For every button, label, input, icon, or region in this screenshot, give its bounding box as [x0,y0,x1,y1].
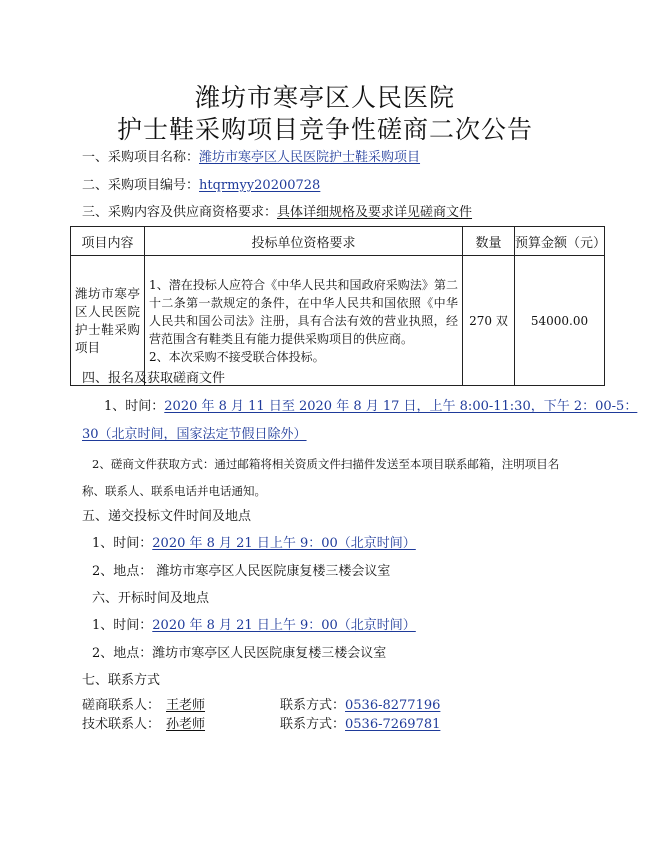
submission-time-value: 2020 年 8 月 21 日上午 9：00（北京时间） [152,536,416,551]
opening-time [92,617,416,635]
submission-time [92,535,416,553]
opening-time-label: 1、时间： [92,618,153,633]
registration-time-value-a: 2020 年 8 月 11 日至 2020 年 8 月 17 日，上午 8:00-11:30，下午 2：00-5： [164,399,638,414]
table-row [71,256,605,386]
contact-phone-label: 联系方式： [280,698,346,713]
registration-time-cont [82,426,307,444]
contact-name: 孙老师 [166,717,206,732]
requirements-value: 具体详细规格及要求详见磋商文件 [277,205,473,220]
cell-requirements [145,256,463,386]
submission-place: 2、地点： 潍坊市寒亭区人民医院康复楼三楼会议室 [92,564,391,579]
cell-item: 潍坊市寒亭区人民医院护士鞋采购项目 [71,256,145,386]
cell-budget: 54000.00 [515,256,605,386]
contact-label: 磋商联系人： [82,698,161,713]
section5-heading: 五、递交投标文件时间及地点 [82,509,252,524]
section-project-name [82,149,420,167]
contact-row [82,716,224,734]
registration-time [104,398,637,416]
spec-table [70,226,605,386]
table-header-row [71,227,605,256]
contact-row [82,697,224,715]
header-budget: 预算金额（元） [515,227,605,256]
project-number-value: htqrmyy20200728 [199,178,321,193]
header-item: 项目内容 [71,227,145,256]
project-name-value: 潍坊市寒亭区人民医院护士鞋采购项目 [199,150,421,165]
header-requirements: 投标单位资格要求 [145,227,463,256]
registration-time-label: 1、时间： [104,399,165,414]
registration-time-value-b: 30（北京时间，国家法定节假日除外） [82,427,307,442]
opening-time-value: 2020 年 8 月 21 日上午 9：00（北京时间） [152,618,416,633]
section7-heading: 七、联系方式 [82,673,161,688]
header-quantity: 数量 [463,227,515,256]
title-line-1: 潍坊市寒亭区人民医院 [194,83,455,112]
contact-name: 王老师 [166,698,206,713]
submission-time-label: 1、时间： [92,536,153,551]
document-method-a: 2、磋商文件获取方式：通过邮箱将相关资质文件扫描件发送至本项目联系邮箱，注明项目名 [92,457,560,471]
requirement-1: 1、潜在投标人应符合《中华人民共和国政府采购法》第二十二条第一款规定的条件，在中华人民共和国依照《中华人民共和国公司法》注册，具有合法有效的营业执照，经营范围含有鞋类且有能力提供采购项目的供应商。 [149,277,458,346]
requirement-2: 2、本次采购不接受联合体投标。 [149,349,325,364]
requirements-label: 三、采购内容及供应商资格要求： [82,205,278,220]
opening-place: 2、地点：潍坊市寒亭区人民医院康复楼三楼会议室 [92,646,387,661]
contact-phone-row [280,697,440,715]
contact-phone: 0536-7269781 [345,717,441,732]
section-project-number [82,177,320,195]
contact-label: 技术联系人： [82,717,161,732]
section4-heading: 四、报名及获取磋商文件 [82,371,226,386]
contact-phone-row [280,716,440,734]
contact-phone: 0536-8277196 [345,698,441,713]
project-name-label: 一、采购项目名称： [82,150,200,165]
contact-phone-label: 联系方式： [280,717,346,732]
section6-heading: 六、开标时间及地点 [92,591,210,606]
project-number-label: 二、采购项目编号： [82,178,200,193]
cell-quantity: 270 双 [463,256,515,386]
title-line-2: 护士鞋采购项目竞争性磋商二次公告 [116,115,533,144]
document-method-b: 称、联系人、联系电话并电话通知。 [82,484,266,498]
section-requirements [82,204,472,222]
